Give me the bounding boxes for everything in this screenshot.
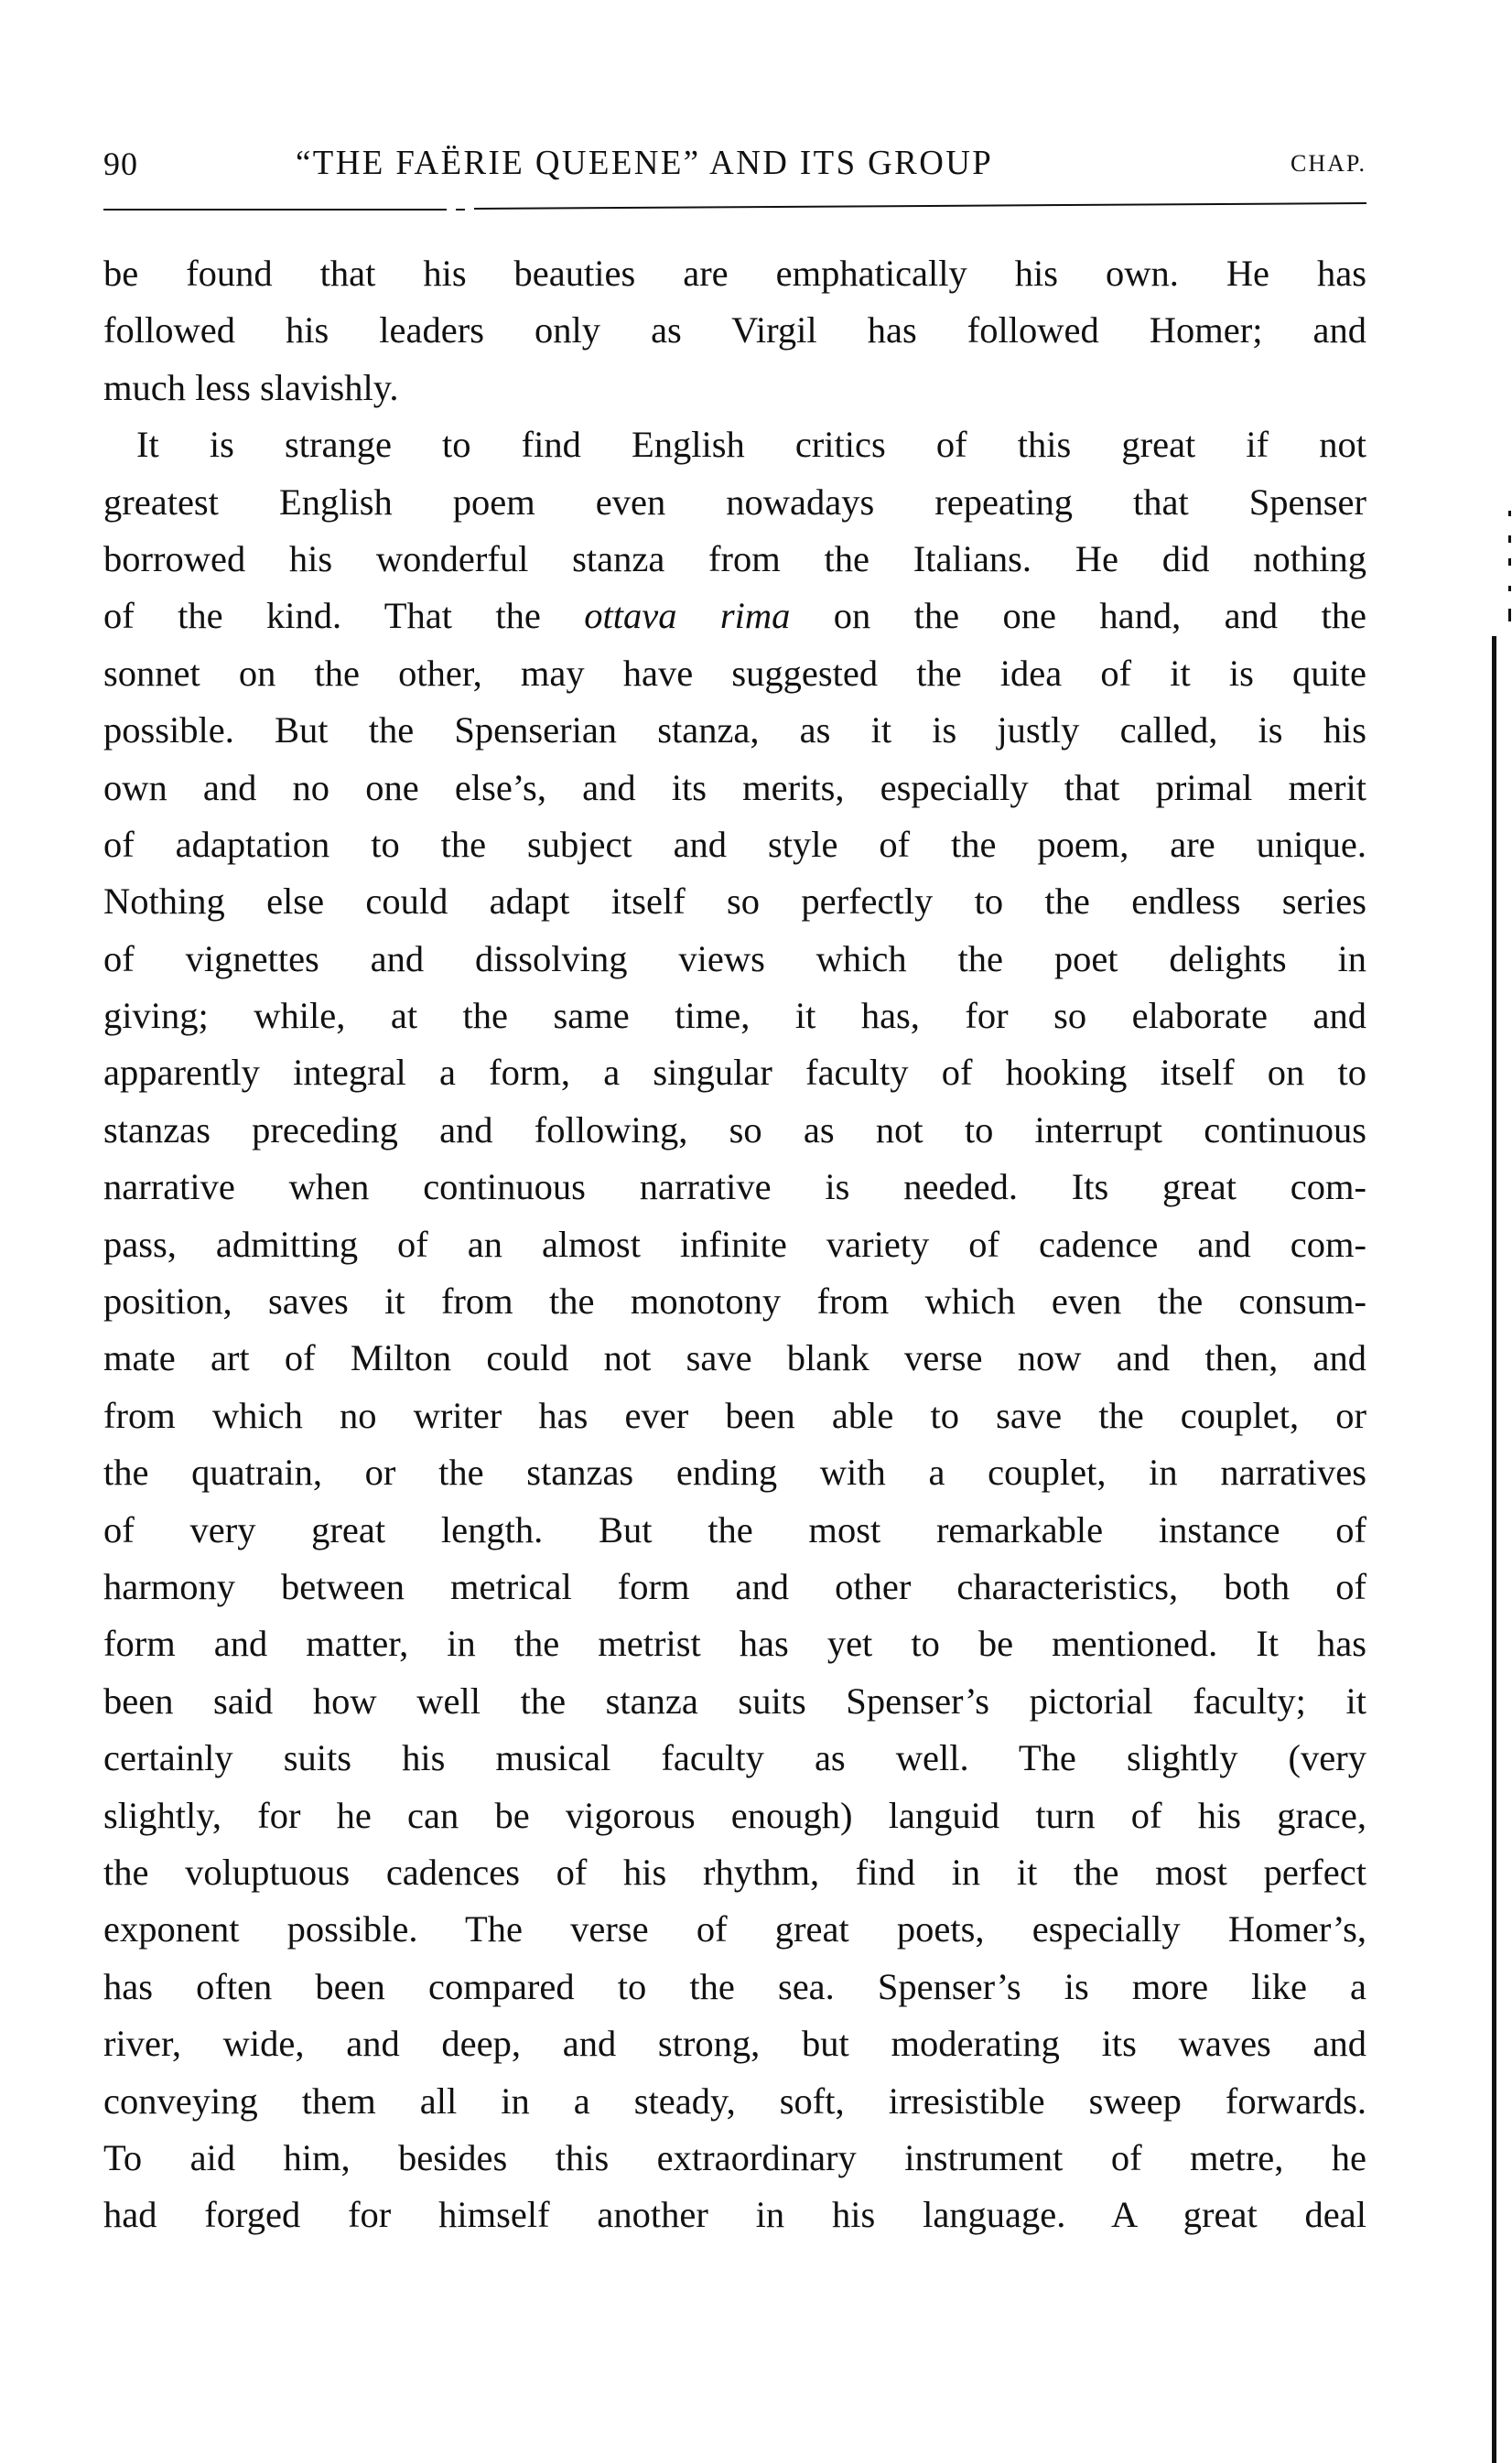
- text-line: of adaptation to the subject and style of the poem, are unique.: [103, 823, 1366, 865]
- text-line: greatest English poem even nowadays repeating that Spenser: [103, 481, 1366, 523]
- text-line: of very great length. But the most remarkable instance of: [103, 1508, 1366, 1550]
- text-line: be found that his beauties are emphatically his own. He has: [103, 253, 1366, 294]
- text-line: of vignettes and dissolving views which the poet delights in: [103, 937, 1366, 979]
- text-line: position, saves it from the monotony from which even the consum-: [103, 1280, 1366, 1323]
- text-line: exponent possible. The verse of great poets, especially Homer’s,: [103, 1908, 1366, 1950]
- text-line: To aid him, besides this extraordinary instrument of metre, he: [103, 2136, 1366, 2178]
- text-line: conveying them all in a steady, soft, irresistible sweep forwards.: [103, 2080, 1366, 2122]
- text-line: giving; while, at the same time, it has, for so elaborate and: [103, 995, 1366, 1037]
- running-title: “THE FAËRIE QUEENE” AND ITS GROUP: [296, 144, 994, 182]
- text-line: harmony between metrical form and other characteristics, both of: [103, 1565, 1366, 1607]
- text-line: form and matter, in the metrist has yet to be mentioned. It has: [103, 1623, 1366, 1665]
- header-rule-dash: [456, 209, 465, 211]
- text-line: mate art of Milton could not save blank verse now and then, and: [103, 1337, 1366, 1379]
- scan-artifact: [1508, 558, 1511, 566]
- text-line: been said how well the stanza suits Spenser’s pictorial faculty; it: [103, 1680, 1366, 1722]
- text-line: apparently integral a form, a singular faculty of hooking itself on to: [103, 1052, 1366, 1094]
- text-line-with-italic: [103, 588, 1366, 644]
- text-segment: on the one hand, and the: [790, 595, 1367, 637]
- text-line: much less slavishly.: [103, 366, 399, 408]
- text-line: the voluptuous cadences of his rhythm, find in it the most perfect: [103, 1851, 1366, 1893]
- scan-artifact: [1508, 609, 1511, 621]
- text-line: possible. But the Spenserian stanza, as it is justly called, is his: [103, 709, 1366, 751]
- paragraph-first-line: It is strange to find English critics of this great if not: [136, 424, 1366, 466]
- text-line: had forged for himself another in his language. A great deal: [103, 2194, 1366, 2236]
- chapter-label: CHAP.: [1291, 150, 1366, 177]
- text-line: borrowed his wonderful stanza from the Italians. He did nothing: [103, 537, 1366, 579]
- scan-artifact: [1508, 535, 1511, 543]
- text-line: river, wide, and deep, and strong, but moderating its waves and: [103, 2023, 1366, 2065]
- text-line: own and no one else’s, and its merits, especially that primal merit: [103, 766, 1366, 808]
- scan-artifact: [1508, 586, 1511, 591]
- text-line: has often been compared to the sea. Spenser’s is more like a: [103, 1965, 1366, 2007]
- header-rule: [474, 202, 1366, 210]
- running-header: [103, 137, 1366, 183]
- text-line: sonnet on the other, may have suggested the idea of it is quite: [103, 652, 1366, 694]
- text-line: stanzas preceding and following, so as not to interrupt continuous: [103, 1108, 1366, 1150]
- header-rule: [103, 209, 447, 211]
- text-line: slightly, for he can be vigorous enough) languid turn of his grace,: [103, 1794, 1366, 1836]
- text-line: from which no writer has ever been able to save the couplet, or: [103, 1394, 1366, 1436]
- text-line: Nothing else could adapt itself so perfectly to the endless series: [103, 880, 1366, 923]
- text-line: followed his leaders only as Virgil has followed Homer; and: [103, 309, 1366, 351]
- text-line: the quatrain, or the stanzas ending with a couplet, in narratives: [103, 1452, 1366, 1494]
- body-text: [103, 245, 1366, 2244]
- text-line: narrative when continuous narrative is needed. Its great com-: [103, 1166, 1366, 1208]
- italic-phrase: ottava rima: [584, 595, 791, 637]
- scan-artifact: [1508, 511, 1511, 516]
- text-segment: of the kind. That the: [103, 595, 585, 637]
- text-line: certainly suits his musical faculty as well. The slightly (very: [103, 1737, 1366, 1779]
- page-edge-line: [1492, 636, 1496, 2463]
- text-line: pass, admitting of an almost infinite variety of cadence and com-: [103, 1223, 1366, 1265]
- page-number: 90: [103, 146, 138, 182]
